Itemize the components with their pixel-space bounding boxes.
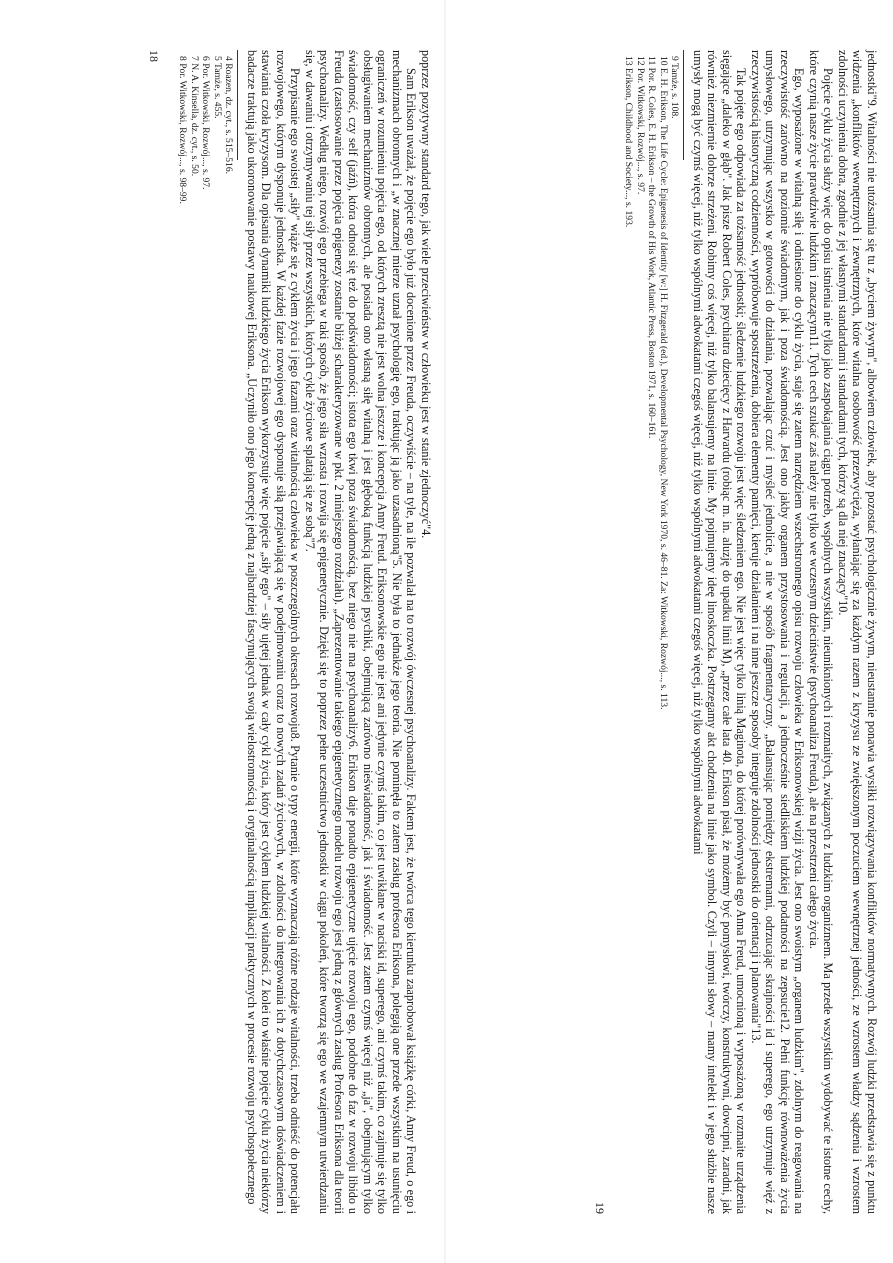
footnote: 10 E. H. Erikson, The Life Cycle: Epigenesis of Identity [w:] H. Fitzgerald (ed.), Developmental Psychology, New York 1970, s. 46–81. Za: Witkowski, Rozwój..., s. 113. bbox=[658, 55, 669, 709]
page-number: 19 bbox=[593, 1201, 607, 1214]
paragraph: Pojęcie cyklu życia służy więc do opisu istnienia nie tylko jako zaspokajania ciągu potrzeb, wspólnych wszystkim, nieuniknionych i rozmaitych, związanych z ludzkim organizmem. Ma przede wszystkim wydobywać te istotne cechy, które czynią nasze życie prawdziwie ludzkim i znaczącym11. Tych cech szukać zaś należy nie tylko we wczesnym dzieciństwie (psychoanaliza Freuda), ale na przestrzeni całego życia. bbox=[807, 49, 836, 1214]
footnote: 11 Por. R. Coles, E. H. Erikson – the Growth of His Work, Atlantic Press, Boston 1971, s. 160–161. bbox=[646, 55, 658, 438]
right-page-column bbox=[446, 0, 892, 1263]
paragraph: Tak pojęte ego odpowiada za tożsamość jednostki; śledzenie ludzkiego rozwoju jest więc śledzeniem ego. Nie jest więc tylko linią Maginota, do której porównywała ego Anna Freud, umocnioną i wyposażoną w rozmaite urządzenia sięgające „daleko w głąb". Jak pisze Robert Coles, psychiatra dziecięcy z Harvardu (robiąc m. in. aluzję do upadku linii M), „przez całe lata 40. Erikson pisał, że możemy być pomysłowi, twórczy, konstruktywni, dowcipni, zaradni, jak również niezmiernie dobrze strzeżeni. Robimy coś więcej, niż tylko balansujemy na linie. My pojmujemy ideę linoskoczka. Postrzegamy akt chodzenia na linie jako symbol. Czyli – innymi słowy – mamy intelekt i w jego służbie nasze umysły mogą być czymś więcej, niż tylko wspólnymi adwokatami czegoś więcej, niż tylko wspólnymi adwokatami czegoś więcej, niż tylko wspólnymi adwokatami bbox=[691, 49, 749, 1214]
right-page bbox=[459, 42, 879, 1222]
paragraph: Ego, wyposażone w witalną siłę i odniesione do cyklu życia, staje się zatem narzędziem wszechstronnego opisu rozwoju człowieka w Eriksonowskiej wizji życia. Jest ono swoistym „organem ludzkim", zdolnym do reagowania na rzeczywistość zarówno na poziomie świadomym, jak i poza świadomością. Jest ono jakby organem przystosowania i regulacji, a jednocześnie siedliskiem ludzkiej podatności na zepsucie12. Pełni funkcję równoważenia życia umysłowego, utrzymując wszystko w gotowości do działania, pozwalając czuć i myśleć jednolicie, a nie w sposób fragmentaryczny. „Balansując pomiędzy ekstremami, odrzucając skrajności id i superego, ego utrzymuje więź z rzeczywistością historyczną codzienności, wypróbowuje spostrzeżenia, dobiera elementy pamięci, kieruje działaniem i na inne jeszcze sposoby integruje zdolności jednostki do orientacji i planowania"13. bbox=[749, 49, 807, 1214]
footnote: 7 N. A. Kinsella, dz. cyt., s. 50. bbox=[189, 55, 200, 176]
right-page-body bbox=[691, 50, 880, 1214]
footnote: 5 Tamże, s. 455. bbox=[212, 55, 223, 119]
paragraph: poprzez pozytywny standard tego, jak wiele przeciwieństw w człowieku jest w stanie zjednoczyć"4. bbox=[419, 49, 433, 538]
footnote: 8 Por. Witkowski, Rozwój..., s. 98–99. bbox=[177, 55, 189, 204]
left-page bbox=[13, 42, 433, 1222]
footnote-divider bbox=[684, 50, 685, 160]
paragraph: jednostki"9. Witalności nie utożsamia się tu z „byciem żywym", albowiem człowiek, aby pozostać psychologicznie żywym, nieustannie ponawia wysiłki rozwiązywania konfliktów normatywnych. Rozwój ludzki przedstawia się z punktu widzenia „konfliktów wewnętrznych i zewnętrznych, które witalna osobowość przezwycięża, wyłaniając się za każdym razem z kryzysu ze zwiększonym poczuciem wewnętrznej jedności, ze wzrostem władzy sądzenia i wzrostem zdolności uczynienia dobra, zgodnie z jej własnymi standardami i standardami tych, którzy są dla niej znaczący"10. bbox=[836, 49, 879, 1214]
left-page-body bbox=[245, 50, 434, 1214]
footnote: 6 Por. Witkowski, Rozwój..., s. 97. bbox=[200, 55, 212, 189]
footnote: 12 Por. Witkowski, Rozwój..., s. 97. bbox=[635, 55, 646, 194]
paragraph: Przypisanie ego swoistej „siły" wiąże się z cyklem życia i jego fazami oraz witalnością człowieka w poszczególnych okresach rozwoju8. Pytanie o typy energii, które wyznaczają różne rodzaje witalności, trzeba odnieść do potencjału rozwojowego, którym dysponuje jednostka. W każdej fazie rozwojowej ego dysponuje siłą przejawiającą się w podejmowaniu coraz to nowych zadań życiowych, w zdolności do integrowania ich z dotychczasowym doświadczeniem i stawiania czoła kryzysom. Dla opisania dynamiki ludzkiego życia Erikson wykorzystuje więc pojęcie „siły ego" – siły ujętej jednak w cały cykl życia, który jest cyklem ludzkiej witalności. Z kolei to właśnie pojęcie cyklu życia niektórzy badacze traktują jako ukoronowanie postawy naukowej Eriksona. „Uczyniło ono jego koncepcję jedną z najbardziej fascynujących swoją wielostronnością i oryginalnością implikacji praktycznych w procesie rozwoju psychospołecznego bbox=[245, 49, 303, 1214]
footnote-divider bbox=[238, 50, 239, 160]
paragraph: Sam Erikson uważał, że pojęcie ego było już docenione przez Freuda, oczywiście – na tyle, na ile pozwalał na to rozwój ówczesnej psychoanalizy. Faktem jest, że twórca tego kierunku zaaprobował książkę córki, Anny Freud, o ego i mechanizmach obronnych i „w znacznej mierze uznał psychologię ego, traktując ją jako uzasadnioną"5. Nie była to jednakże jego teoria. Nie pominęła to zatem zasług profesora Eriksona, polegają one przede wszystkim na usunięciu ograniczeń w rozumieniu pojęcia ego, od których zresztą nie jest wolna jeszcze i koncepcja Anny Freud. Eriksonowskie ego nie jest ani jedynie czymś takim, co jest uwikłane w naciski id, superego, ani czymś takim, co zajmuje się tylko obsługiwaniem mechanizmów obronnych, ale posiada ono własną siłę witalną i jest głęboką funkcją ludzkiej psychiki, obejmującą zarówno nieświadomość, jak i świadomość. Jest zatem czymś więcej niż „ja", obejmującym tylko świadomość, czy self (jaźń), która odnosi się też do podświadomości; istota ego tkwi poza świadomością, bez niego nie ma psychoanalizy6. Erikson daje ponadto epigenetyczne ujęcie rozwoju ego, podobne do faz w rozwoju libido u Freuda (zastosowanie przez pojęcia epigenezy zostanie bliżej scharakteryzowane w pkt. 2 niniejszego rozdziału). „Zaprezentowanie takiego epigenetycznego modelu rozwoju ego jest jedną z głównych zasług Profesora Eriksona dla teorii psychoanalizy. Według niego, rozwój ego przebiega w taki sposób, że jego siła wzrasta i rozwija się epigenetycznie. Dzięki się to poprzez pełne uczestnictwo jednostki w ciągu pokoleń, które tworzą się ego we wzajemnym utwierdzaniu się, w dawaniu i otrzymywaniu tej siły przez wszystkich, których cykle życiowe splatają się ze sobą"7. bbox=[303, 49, 419, 1214]
footnote: 13 Erikson, Childhood and Society..., s. 193. bbox=[623, 55, 635, 227]
left-page-column bbox=[0, 0, 446, 1263]
footnote: 9 Tamże, s. 108. bbox=[669, 55, 681, 119]
page-number: 18 bbox=[147, 49, 161, 62]
footnote: 4 Roazen, dz. cyt., s. 515–516. bbox=[223, 55, 235, 174]
